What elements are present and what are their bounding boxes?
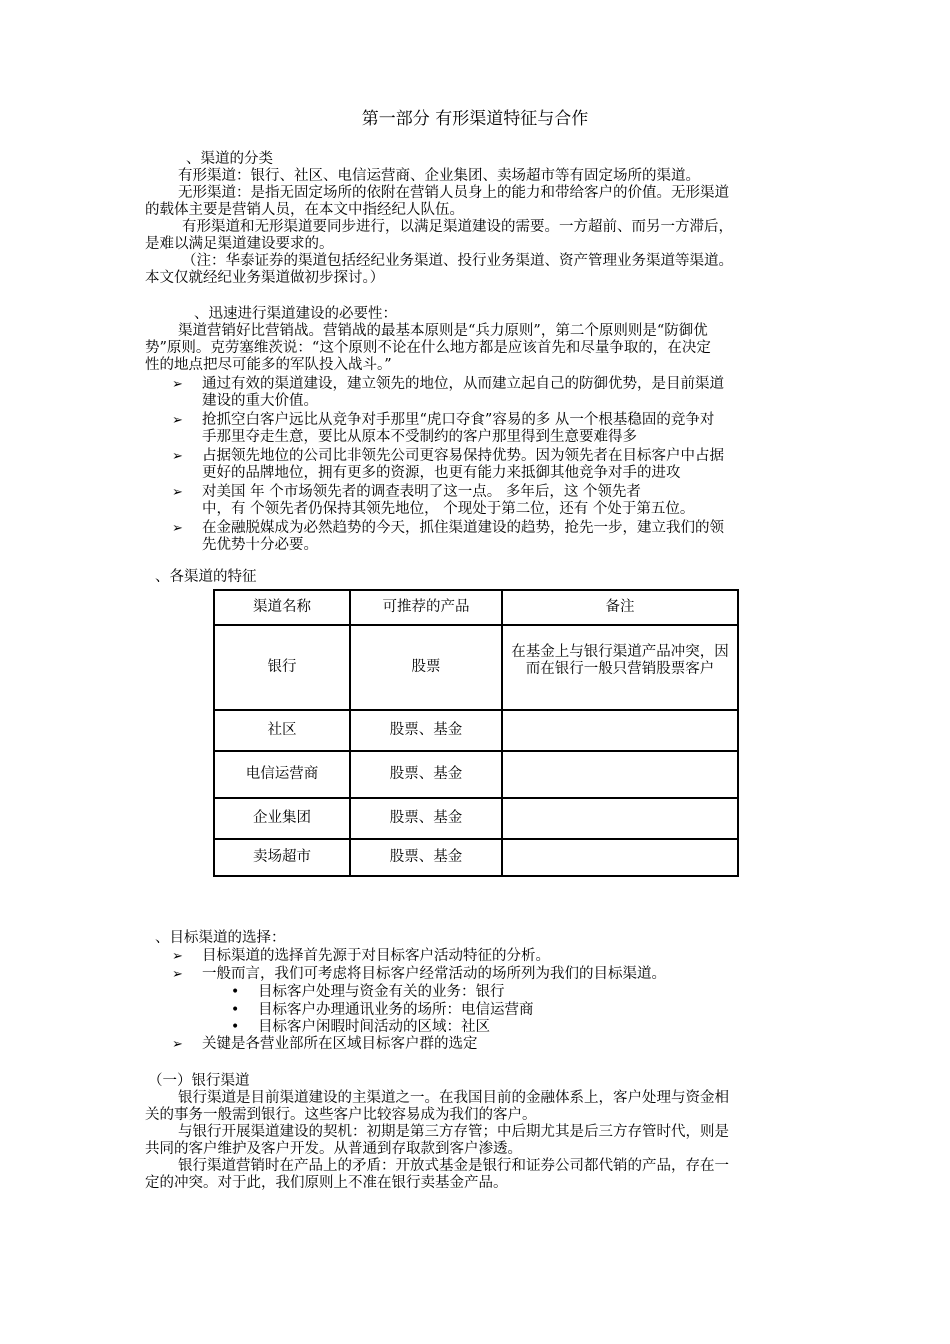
dot-bullet-icon: • [231,1002,240,1018]
bullet-key-selection: 关键是各营业部所在区域目标客户群的选定 [202,1036,478,1052]
cell-note: 在基金上与银行渠道产品冲突，因而在银行一般只营销股票客户 [502,625,738,710]
arrow-bullet-icon: ➢ [172,449,183,464]
channel-features-table [213,589,739,877]
bullet-blank-clients-line2: 手那里夺走生意，要比从原本不受制约的客户那里得到生意要难得多 [202,429,637,445]
subbullet-telecom: 目标客户办理通讯业务的场所：电信运营商 [258,1002,534,1018]
cell-product: 股票、基金 [350,710,502,751]
cell-note [502,798,738,839]
bullet-survey-line2: 中，有 个领先者仍保持其领先地位， 个现处于第二位，还有 个处于第五位。 [202,501,695,517]
section-heading-bank-channel: （一）银行渠道 [148,1073,250,1089]
cell-note [502,839,738,876]
arrow-bullet-icon: ➢ [172,521,183,536]
column-header-channel: 渠道名称 [214,590,350,625]
table-row [214,798,738,839]
dot-bullet-icon: • [231,984,240,1000]
bullet-survey-line1: 对美国 年 个市场领先者的调查表明了这一点。 多年后，这 个领先者 [202,484,641,500]
paragraph-note-line1: （注：华泰证券的渠道包括经纪业务渠道、投行业务渠道、资产管理业务渠道等渠道。 [182,253,733,269]
cell-product: 股票、基金 [350,798,502,839]
paragraph-war-line2: 势”原则。克劳塞维茨说：“这个原则不论在什么地方都是应该首先和尽量争取的，在决定 [145,340,711,356]
table-row [214,839,738,876]
arrow-bullet-icon: ➢ [172,377,183,392]
cell-channel: 社区 [214,710,350,751]
arrow-bullet-icon: ➢ [172,1037,183,1052]
cell-channel: 企业集团 [214,798,350,839]
cell-note [502,751,738,798]
bullet-leader-line2: 更好的品牌地位，拥有更多的资源，也更有能力来抵御其他竞争对手的进攻 [202,465,681,481]
table-header-row [214,590,738,625]
bullet-defense-line2: 建设的重大价值。 [202,393,318,409]
bullet-defense-line1: 通过有效的渠道建设，建立领先的地位，从而建立起自己的防御优势，是目前渠道 [202,376,724,392]
section-heading-target-selection: 、目标渠道的选择： [155,930,286,946]
cell-channel: 银行 [214,625,350,710]
subbullet-bank: 目标客户处理与资金有关的业务：银行 [258,984,505,1000]
cell-product: 股票、基金 [350,839,502,876]
arrow-bullet-icon: ➢ [172,949,183,964]
cell-product: 股票 [350,625,502,710]
section-heading-necessity: 、迅速进行渠道建设的必要性： [194,306,397,322]
section-heading-classification: 、渠道的分类 [186,151,273,167]
paragraph-war-line3: 性的地点把尽可能多的军队投入战斗。” [145,357,392,373]
bullet-disintermediation-line1: 在金融脱媒成为必然趋势的今天，抓住渠道建设的趋势，抢先一步，建立我们的领 [202,520,724,536]
column-header-note: 备注 [502,590,738,625]
paragraph-note-line2: 本文仅就经纪业务渠道做初步探讨。） [145,270,385,286]
paragraph-bank-main-line2: 关的事务一般需到银行。这些客户比较容易成为我们的客户。 [145,1107,537,1123]
cell-product: 股票、基金 [350,751,502,798]
table-row [214,751,738,798]
dot-bullet-icon: • [231,1019,240,1035]
paragraph-intangible-line1: 无形渠道：是指无固定场所的依附在营销人员身上的能力和带给客户的价值。无形渠道 [178,185,729,201]
arrow-bullet-icon: ➢ [172,967,183,982]
paragraph-sync-line2: 是难以满足渠道建设要求的。 [145,236,334,252]
paragraph-bank-main-line1: 银行渠道是目前渠道建设的主渠道之一。在我国目前的金融体系上，客户处理与资金相 [178,1090,729,1106]
bullet-blank-clients-line1: 抢抓空白客户远比从竞争对手那里“虎口夺食”容易的多 从一个根基稳固的竞争对 [202,412,715,428]
cell-note [502,710,738,751]
cell-channel: 电信运营商 [214,751,350,798]
subbullet-community: 目标客户闲暇时间活动的区域：社区 [258,1019,490,1035]
bullet-target-places: 一般而言，我们可考虑将目标客户经常活动的场所列为我们的目标渠道。 [202,966,666,982]
paragraph-intangible-line2: 的载体主要是营销人员，在本文中指经纪人队伍。 [145,202,464,218]
paragraph-sync-line1: 有形渠道和无形渠道要同步进行，以满足渠道建设的需要。一方超前、而另一方滞后， [182,219,733,235]
paragraph-war-line1: 渠道营销好比营销战。营销战的最基本原则是“兵力原则”，第二个原则则是“防御优 [178,323,708,339]
table-row [214,625,738,710]
table-row [214,710,738,751]
page-title: 第一部分 有形渠道特征与合作 [361,109,589,129]
cell-channel: 卖场超市 [214,839,350,876]
paragraph-bank-conflict-line1: 银行渠道营销时在产品上的矛盾：开放式基金是银行和证券公司都代销的产品，存在一 [178,1158,729,1174]
bullet-analysis: 目标渠道的选择首先源于对目标客户活动特征的分析。 [202,948,550,964]
bullet-leader-line1: 占据领先地位的公司比非领先公司更容易保持优势。因为领先者在目标客户中占据 [202,448,724,464]
section-heading-features: 、各渠道的特征 [155,569,257,585]
column-header-product: 可推荐的产品 [350,590,502,625]
arrow-bullet-icon: ➢ [172,485,183,500]
paragraph-bank-conflict-line2: 定的冲突。对于此，我们原则上不准在银行卖基金产品。 [145,1175,508,1191]
arrow-bullet-icon: ➢ [172,413,183,428]
paragraph-bank-opportunity-line1: 与银行开展渠道建设的契机：初期是第三方存管；中后期尤其是后三方存管时代，则是 [178,1124,729,1140]
bullet-disintermediation-line2: 先优势十分必要。 [202,537,318,553]
paragraph-tangible-channels: 有形渠道：银行、社区、电信运营商、企业集团、卖场超市等有固定场所的渠道。 [178,168,700,184]
paragraph-bank-opportunity-line2: 共同的客户维护及客户开发。从普通到存取款到客户渗透。 [145,1141,522,1157]
